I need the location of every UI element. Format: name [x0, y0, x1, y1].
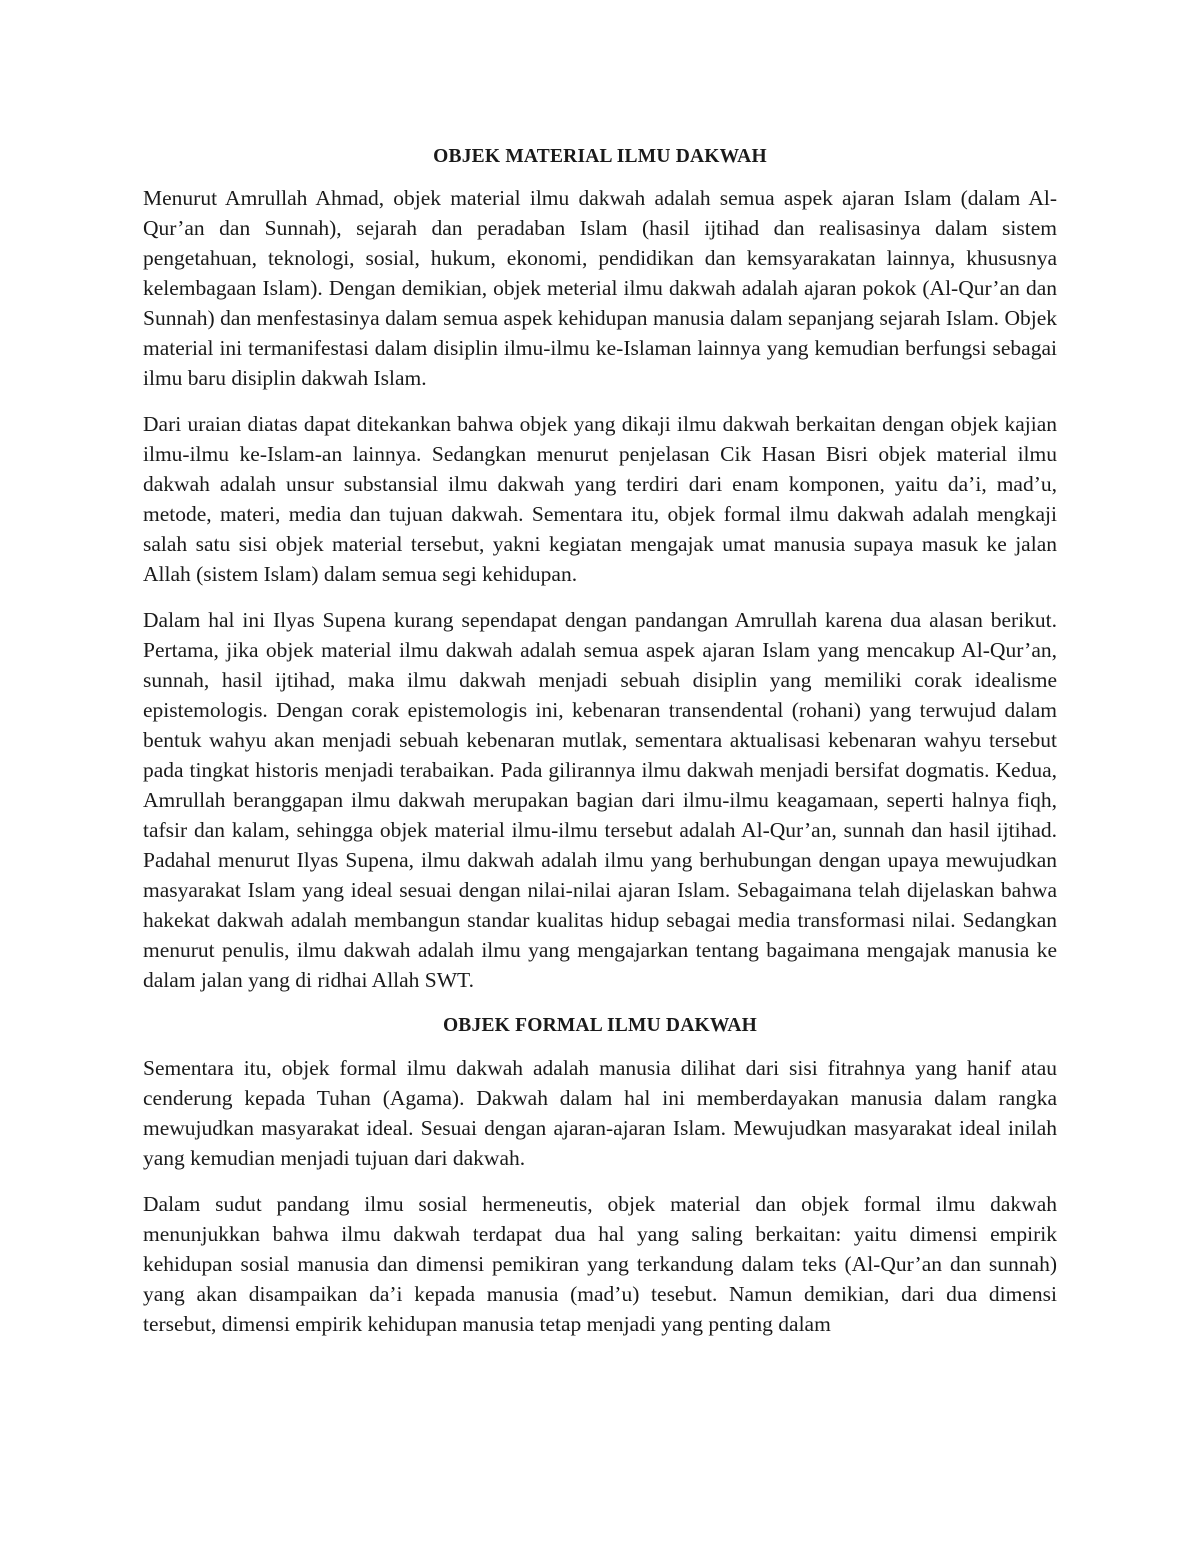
paragraph: Dalam hal ini Ilyas Supena kurang sependapat dengan pandangan Amrullah karena dua alasan berikut. Pertama, jika objek material ilmu dakwah adalah semua aspek ajaran Islam yang mencakup Al-Qur’an, sunnah, hasil ijtihad, maka ilmu dakwah menjadi sebuah disiplin yang memiliki corak idealisme epistemologis. Dengan corak epistemologis ini, kebenaran transendental (rohani) yang terwujud dalam bentuk wahyu akan menjadi sebuah kebenaran mutlak, sementara aktualisasi kebenaran wahyu tersebut pada tingkat historis menjadi terabaikan. Pada gilirannya ilmu dakwah menjadi bersifat dogmatis. Kedua, Amrullah beranggapan ilmu dakwah merupakan bagian dari ilmu-ilmu keagamaan, seperti halnya fiqh, tafsir dan kalam, sehingga objek material ilmu-ilmu tersebut adalah Al-Qur’an, sunnah dan hasil ijtihad. Padahal menurut Ilyas Supena, ilmu dakwah adalah ilmu yang berhubungan dengan upaya mewujudkan masyarakat Islam yang ideal sesuai dengan nilai-nilai ajaran Islam. Sebagaimana telah dijelaskan bahwa hakekat dakwah adalah membangun standar kualitas hidup sebagai media transformasi nilai. Sedangkan menurut penulis, ilmu dakwah adalah ilmu yang mengajarkan tentang bagaimana mengajak manusia ke dalam jalan yang di ridhai Allah SWT.	[143, 608, 1057, 992]
paragraph: Menurut Amrullah Ahmad, objek material ilmu dakwah adalah semua aspek ajaran Islam (dalam Al-Qur’an dan Sunnah), sejarah dan peradaban Islam (hasil ijtihad dan realisasinya dalam sistem pengetahuan, teknologi, sosial, hukum, ekonomi, pendidikan dan kemsyarakatan lainnya, khususnya kelembagaan Islam). Dengan demikian, objek meterial ilmu dakwah adalah ajaran pokok (Al-Qur’an dan Sunnah) dan menfestasinya dalam semua aspek kehidupan manusia dalam sepanjang sejarah Islam. Objek material ini termanifestasi dalam disiplin ilmu-ilmu ke-Islaman lainnya yang kemudian berfungsi sebagai ilmu baru disiplin dakwah Islam.	[143, 186, 1057, 390]
paragraph: Sementara itu, objek formal ilmu dakwah adalah manusia dilihat dari sisi fitrahnya yang hanif atau cenderung kepada Tuhan (Agama). Dakwah dalam hal ini memberdayakan manusia dalam rangka mewujudkan masyarakat ideal. Sesuai dengan ajaran-ajaran Islam. Mewujudkan masyarakat ideal inilah yang kemudian menjadi tujuan dari dakwah.	[143, 1056, 1057, 1170]
paragraph: Dalam sudut pandang ilmu sosial hermeneutis, objek material dan objek formal ilmu dakwah menunjukkan bahwa ilmu dakwah terdapat dua hal yang saling berkaitan: yaitu dimensi empirik kehidupan sosial manusia dan dimensi pemikiran yang terkandung dalam teks (Al-Qur’an dan sunnah) yang akan disampaikan da’i kepada manusia (mad’u) tesebut. Namun demikian, dari dua dimensi tersebut, dimensi empirik kehidupan manusia tetap menjadi yang penting dalam	[143, 1192, 1057, 1336]
paragraph: Dari uraian diatas dapat ditekankan bahwa objek yang dikaji ilmu dakwah berkaitan dengan objek kajian ilmu-ilmu ke-Islam-an lainnya. Sedangkan menurut penjelasan Cik Hasan Bisri objek material ilmu dakwah adalah unsur substansial ilmu dakwah yang terdiri dari enam komponen, yaitu da’i, mad’u, metode, materi, media dan tujuan dakwah. Sementara itu, objek formal ilmu dakwah adalah mengkaji salah satu sisi objek material tersebut, yakni kegiatan mengajak umat manusia supaya masuk ke jalan Allah (sistem Islam) dalam semua segi kehidupan.	[143, 412, 1057, 586]
section-title-objek-formal: OBJEK FORMAL ILMU DAKWAH	[442, 1015, 758, 1036]
section-title-objek-material: OBJEK MATERIAL ILMU DAKWAH	[433, 146, 767, 167]
